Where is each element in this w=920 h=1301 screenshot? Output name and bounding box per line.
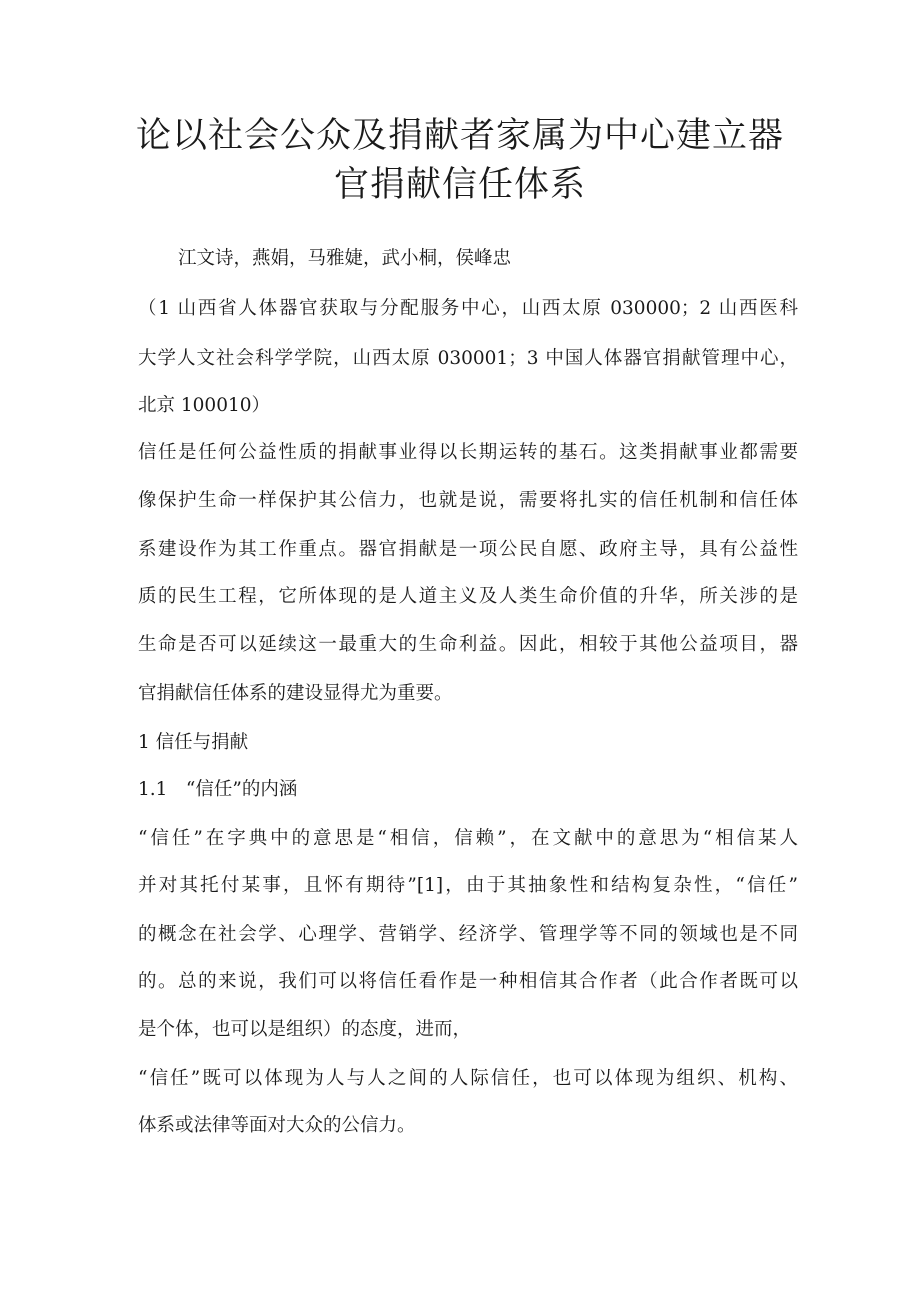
intro-line: 生命是否可以延续这一最重大的生命利益。因此，相较于其他公益项目，器 [138, 634, 798, 655]
intro-line: 系建设作为其工作重点。器官捐献是一项公民自愿、政府主导，具有公益性 [138, 539, 798, 560]
section-heading-1: 1 信任与捐献 [138, 732, 249, 753]
intro-line: 质的民生工程，它所体现的是人道主义及人类生命价值的升华，所关涉的是 [138, 586, 798, 607]
body-line: “信任”既可以体现为人与人之间的人际信任，也可以体现为组织、机构、 [138, 1068, 798, 1089]
body-line: 是个体，也可以是组织）的态度，进而， [138, 1019, 472, 1040]
affiliation-line: 大学人文社会科学学院，山西太原 030001；3 中国人体器官捐献管理中心， [138, 348, 798, 369]
body-line: 体系或法律等面对大众的公信力。 [138, 1115, 416, 1136]
authors: 江文诗，燕娟，马雅婕，武小桐，侯峰忠 [178, 248, 512, 269]
affiliation-line: （1 山西省人体器官获取与分配服务中心，山西太原 030000；2 山西医科 [138, 298, 798, 319]
body-line: 的。总的来说，我们可以将信任看作是一种相信其合作者（此合作者既可以 [138, 971, 798, 992]
title-line-1: 论以社会公众及捐献者家属为中心建立器 [135, 116, 784, 156]
section-heading-1-1: 1.1 “信任”的内涵 [138, 779, 298, 800]
intro-line: 信任是任何公益性质的捐献事业得以长期运转的基石。这类捐献事业都需要 [138, 442, 798, 463]
affiliation-line: 北京 100010） [138, 395, 271, 416]
body-line: 的概念在社会学、心理学、营销学、经济学、管理学等不同的领域也是不同 [138, 924, 798, 945]
intro-line: 官捐献信任体系的建设显得尤为重要。 [138, 683, 453, 704]
body-line: “信任”在字典中的意思是“相信，信赖”，在文献中的意思为“相信某人 [138, 828, 798, 849]
title-line-2: 官捐献信任体系 [333, 165, 586, 205]
body-line: 并对其托付某事，且怀有期待”[1]，由于其抽象性和结构复杂性，“信任” [138, 875, 798, 896]
intro-line: 像保护生命一样保护其公信力，也就是说，需要将扎实的信任机制和信任体 [138, 490, 798, 511]
